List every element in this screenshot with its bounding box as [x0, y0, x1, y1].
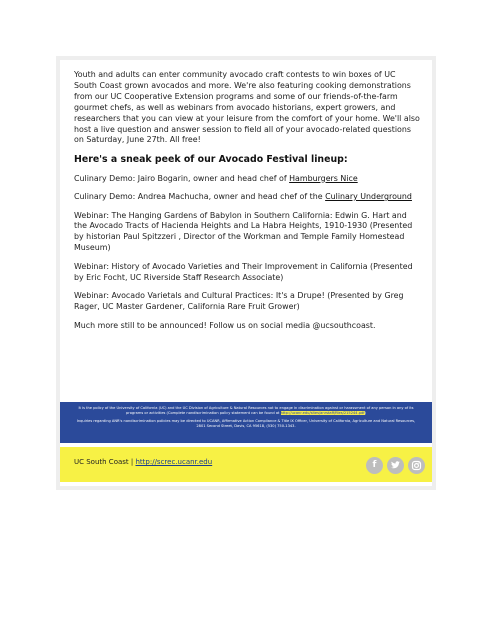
policy-statement: It is the policy of the University of California (UC) and the UC Division of Agriculture & Natural Resources not to engage in discrimination against or harassment of any person in any of its programs or activities (Complete nondiscrimination policy statement can be found at http://ucanr.edu/sites/anrstaff/files/215244.pdf)	[78, 406, 414, 415]
instagram-icon[interactable]	[408, 457, 425, 474]
site-url-link[interactable]: http://screc.ucanr.edu	[135, 458, 213, 466]
policy-link[interactable]: http://ucanr.edu/sites/anrstaff/files/215244.pdf	[280, 410, 365, 415]
intro-paragraph: Youth and adults can enter community avocado craft contests to win boxes of UC South Coast grown avocados and more. We're also featuring cooking demonstrations from our UC Cooperative Extension programs and some of our friends-of-the-farm gourmet chefs, as well as webinars from avocado historians, expert growers, and researchers that you can view at your leisure from the comfort of your home. We'll also host a live question and answer session to field all of your avocado-related questions on Saturday, June 27th. All free!	[74, 70, 420, 145]
lineup-item-1: Culinary Demo: Jairo Bogarin, owner and head chef of Hamburgers Nice	[74, 173, 358, 183]
lineup-item-3: Webinar: The Hanging Gardens of Babylon in Southern California: Edwin G. Hart and the Avocado Tracts of Hacienda Heights and La Habra Heights, 1910-1930 (Presented by historian Paul Spitzzeri , Director of the Workman and Temple Family Homestead Museum)	[74, 210, 413, 253]
policy-inquiries: Inquiries regarding ANR's nondiscrimination policies may be directed to UCANR, Affirmative Action Compliance & Title IX Officer, University of California, Agriculture and Natural Resources, 2801 Second Street, Davis, CA 95618, (530) 750-1343.	[76, 419, 416, 428]
brand-name: UC South Coast	[74, 458, 129, 466]
newsletter-body	[74, 70, 420, 339]
lineup-heading: Here's a sneak peek of our Avocado Festival lineup:	[74, 153, 348, 165]
email-frame	[56, 56, 436, 490]
facebook-icon[interactable]: f	[366, 457, 383, 474]
culinary-underground-link[interactable]: Culinary Underground	[325, 192, 412, 202]
lineup-item-2: Culinary Demo: Andrea Machucha, owner and head chef of the Culinary Underground	[74, 192, 412, 202]
footer-brand: UC South Coast | http://screc.ucanr.edu	[74, 458, 213, 466]
lineup-item-5: Webinar: Avocado Varietals and Cultural Practices: It's a Drupe! (Presented by Greg Rager, UC Master Gardener, California Rare Fruit Grower)	[74, 291, 404, 312]
hamburgers-nice-link[interactable]: Hamburgers Nice	[289, 173, 358, 183]
footer-bar	[60, 447, 432, 482]
policy-banner	[60, 402, 432, 443]
twitter-icon[interactable]	[387, 457, 404, 474]
lineup-item-4: Webinar: History of Avocado Varieties and Their Improvement in California (Presented by Eric Focht, UC Riverside Staff Research Associate)	[74, 261, 413, 282]
email-card	[60, 60, 432, 486]
closing-paragraph: Much more still to be announced! Follow us on social media @ucsouthcoast.	[74, 320, 376, 330]
